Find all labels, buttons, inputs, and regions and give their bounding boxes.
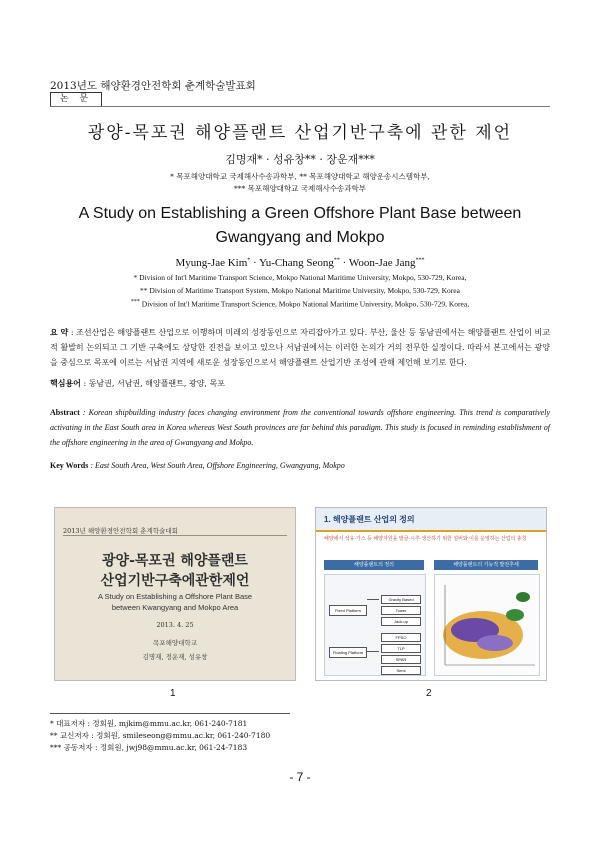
keywords-en-text: : East South Area, West South Area, Offshore Engineering, Gwangyang, Mokpo — [88, 461, 345, 470]
korean-affiliation-1: * 목포해양대학교 국제해사수송과학부, ** 목포해양대학교 해양운송시스템학부, — [170, 172, 430, 181]
affiliation-3-mark: *** — [130, 299, 140, 305]
keywords-kr-label: 핵심용어 — [50, 378, 81, 388]
slide-1-authors: 김명재, 정운재, 성유창 — [142, 653, 208, 661]
slide-2-body: 해양에서 석유·가스 등 해양자원을 발굴·시추·생산하기 위한 설비와 이를 운영하는 산업의 총칭 — [324, 536, 527, 542]
conference-name: 2013년도 해양환경안전학회 춘계학술발표회 — [50, 80, 256, 92]
connector-line — [367, 599, 379, 600]
english-abstract — [50, 405, 550, 450]
author-separator: · — [250, 257, 260, 269]
box-tlp: TLP — [381, 644, 421, 653]
footnote-divider — [50, 713, 290, 714]
footnote-2: ** 교신저자 : 정회원, smileseong@mmu.ac.kr, 061-240-7180 — [50, 731, 271, 740]
author-3: Woon-Jae Jang — [348, 257, 416, 269]
trend-chart-graphic — [435, 575, 539, 675]
abstract-kr-text: : 조선산업은 해양플랜트 산업으로 이행하며 미래의 성장동인으로 자리잡아가고 있다. 부산, 울산 등 동남권에서는 해양플랜트 산업이 비교적 활발히 논의되고 그 기반 구축에도 상당한 진전을 보이고 있으나 서남권에서는 이러한 논의가 거의 전무한 실정이다. 따라서 본고에서는 광양을 중심으로 목포에 이르는 서남권 지역에 새로운 성장동인으로서 해양플랜트 산업기반 조성에 관해 제언해 보기로 한다. — [50, 328, 550, 367]
box-fpso: FPSO — [381, 633, 421, 642]
slide-2-panel-left: 해양플랜트의 정의 — [324, 560, 424, 570]
abstract-kr-label: 요 약 — [50, 327, 69, 337]
footnote-3: *** 공동저자 : 정회원, jwj98@mmu.ac.kr, 061-24-7183 — [50, 743, 248, 752]
author-3-mark: *** — [415, 257, 425, 264]
slide-1-title-line1: 광양-목포권 해양플랜트 — [102, 553, 248, 569]
box-jack-up: Jack-up — [381, 617, 421, 626]
box-spar: SPAR — [381, 655, 421, 664]
slide-1-title-line2: 산업기반구축에관한제언 — [100, 573, 250, 589]
header-divider — [50, 106, 550, 107]
english-authors — [0, 257, 600, 269]
slide-2-panel-right: 해양플랜트의 기능적 발전추세 — [434, 560, 538, 570]
affiliation-3-text: Division of Int'l Maritime Transport Science, Mokpo National Maritime University, Mokpo, 530-729, Korea, — [141, 299, 470, 309]
slide-2-accent-bar — [316, 530, 546, 532]
slide-1-rule — [63, 535, 287, 536]
slide-1-subtitle-line1: A Study on Establishing a Offshore Plant Base — [97, 592, 253, 601]
slide-1-date: 2013. 4. 25 — [156, 621, 194, 629]
slide-1-caption: 1 — [170, 688, 176, 699]
keywords-en-label: Key Words — [50, 461, 89, 470]
keywords-kr-text: : 동남권, 서남권, 해양플랜트, 광양, 목포 — [80, 379, 225, 388]
box-tower: Tower — [381, 606, 421, 615]
korean-authors: 김명재* · 성유창** · 장운재*** — [225, 153, 375, 166]
footnote-1: * 대표저자 : 정회원, mjkim@mmu.ac.kr, 061-240-7181 — [50, 719, 248, 728]
korean-title: 광양-목포권 해양플랜트 산업기반구축에 관한 제언 — [87, 123, 513, 143]
abstract-en-text: : Korean shipbuilding industry faces changing environment from the conventional towards offshore engineering. This trend is comparatively activating in the East South area in Korea whereas West South provinces are far behind this paradigm. This study is focused in reminding establishment of the offshore engineering in the area of Gwangyang and Mokpo. — [50, 408, 550, 447]
slide-1-header: 2013년 해양환경안전학회 춘계학술대회 — [63, 527, 178, 535]
connector-line — [367, 651, 379, 652]
abstract-en-label: Abstract — [50, 408, 80, 417]
english-title-line1: A Study on Establishing a Green Offshore Plant Base between — [78, 205, 522, 222]
slide-2-diagram-left — [324, 574, 426, 676]
author-separator: · — [339, 257, 349, 269]
english-affiliation-2: ** Division of Maritime Transport System, Mokpo National Maritime University, Mokpo, 530-729, Korea — [140, 286, 460, 295]
author-2-mark: ** — [333, 257, 340, 264]
korean-keywords — [50, 376, 550, 391]
author-1-mark: * — [247, 257, 251, 264]
korean-abstract — [50, 325, 550, 370]
slide-2-diagram-right — [434, 574, 540, 676]
box-gravity-based: Gravity Based — [381, 595, 421, 604]
author-1: Myung-Jae Kim — [175, 257, 248, 269]
english-affiliation-3 — [0, 299, 600, 309]
box-fixed-platform: Fixed Platform — [329, 605, 367, 616]
slide-1-thumbnail — [54, 507, 296, 681]
paper-type-label: 논 문 — [50, 92, 102, 107]
page-number: - 7 - — [289, 770, 311, 784]
english-affiliation-1: * Division of Int'l Maritime Transport Science, Mokpo National Maritime University, Mokpo, 530-729, Korea, — [133, 273, 467, 282]
slide-1-subtitle-line2: between Kwangyang and Mokpo Area — [111, 603, 239, 612]
box-floating-platform: Floating Platform — [329, 647, 367, 658]
english-keywords — [50, 458, 550, 473]
slide-1-university: 목포해양대학교 — [153, 639, 197, 647]
slide-2-caption: 2 — [426, 688, 432, 699]
box-semi: Semi — [381, 666, 421, 675]
slide-2-thumbnail — [315, 507, 547, 681]
author-2: Yu-Chang Seong — [259, 257, 334, 269]
korean-affiliation-2: *** 목포해양대학교 국제해사수송과학부 — [234, 184, 366, 193]
english-title-line2: Gwangyang and Mokpo — [215, 229, 385, 246]
slide-2-heading: 1. 해양플랜트 산업의 정의 — [324, 515, 415, 524]
